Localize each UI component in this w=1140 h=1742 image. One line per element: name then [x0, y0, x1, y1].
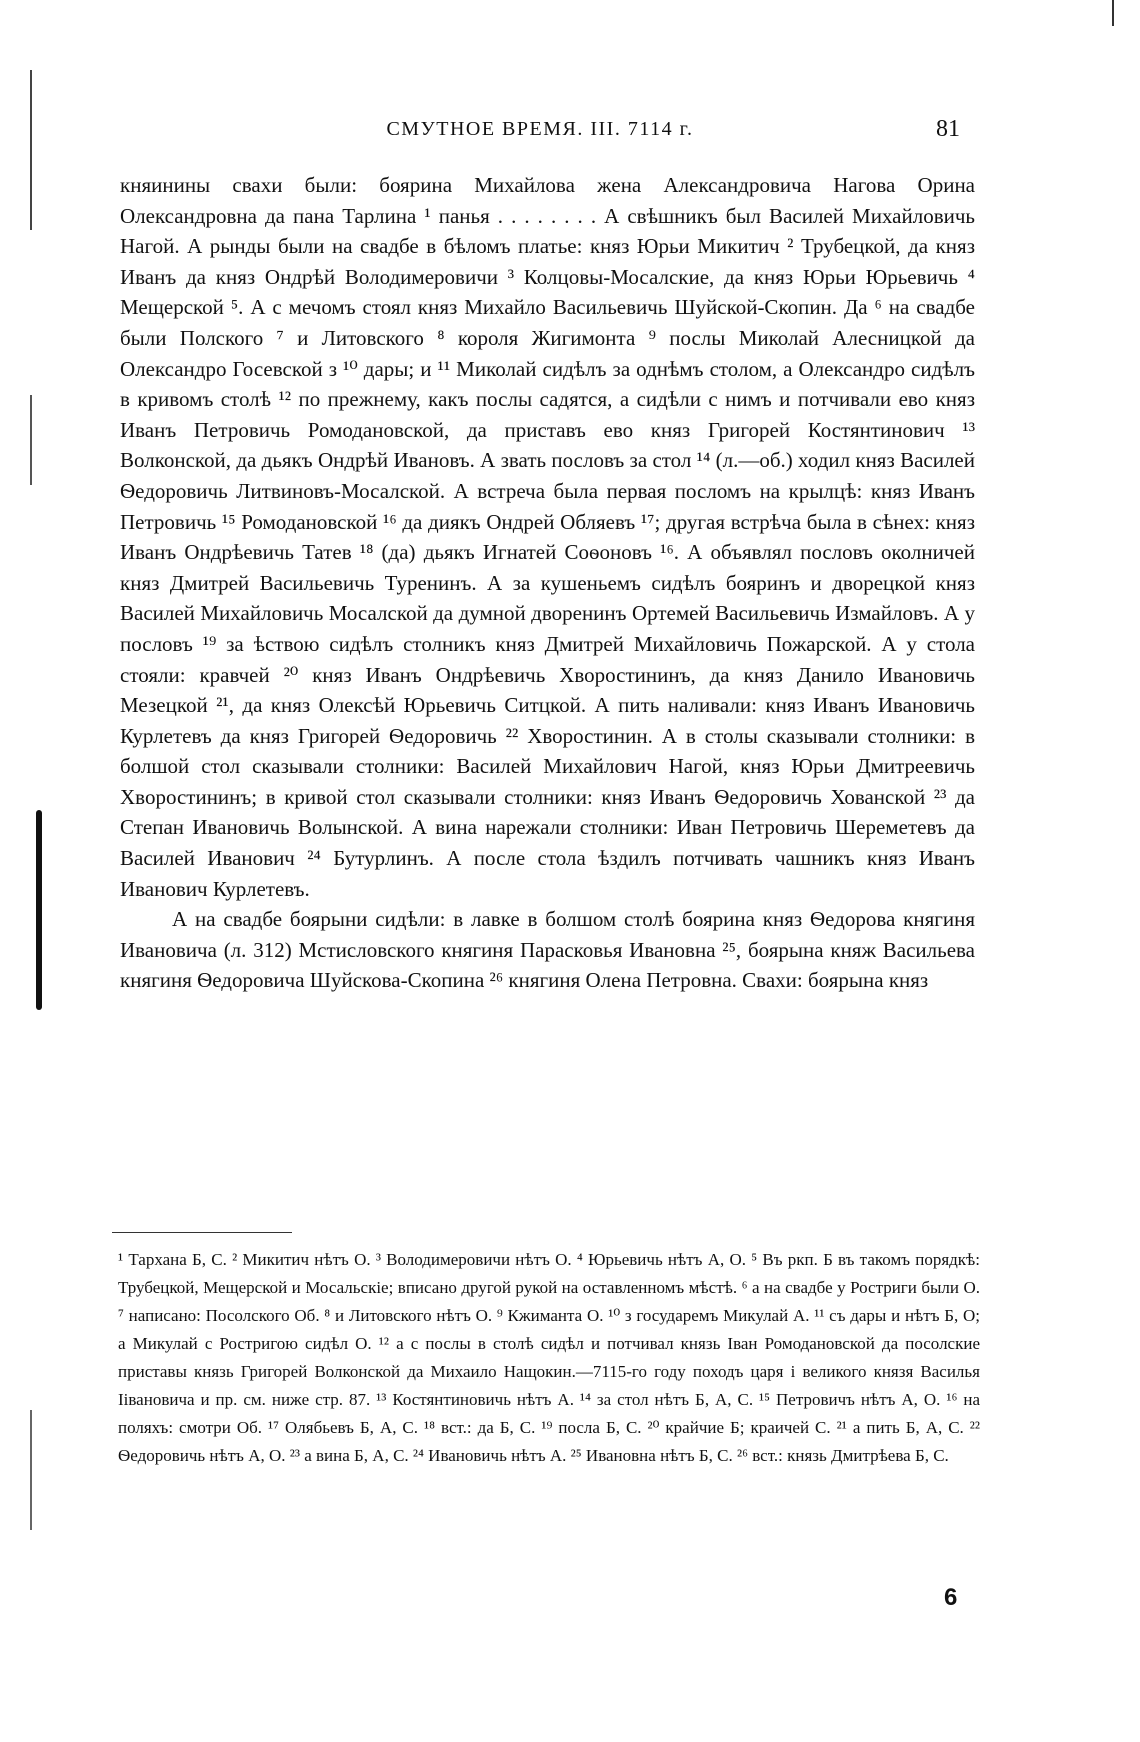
margin-pencil-mark — [36, 810, 42, 1010]
scan-margin-rule — [30, 70, 32, 230]
page-header — [120, 118, 960, 148]
scan-margin-rule — [30, 395, 32, 485]
scan-margin-rule — [30, 1410, 32, 1530]
footnote-text: ¹ Тархана Б, С. ² Микитич нѣтъ О. ³ Володимеровичи нѣтъ О. ⁴ Юрьевичь нѣтъ А, О. ⁵ Въ ркп. Б въ такомъ порядкѣ: Трубецкой, Мещерской и Мосальскіе; вписано другой рукой на оставленномъ мѣстѣ. ⁶ а на свадбе у Ростриги были О. ⁷ написано: Посолского Об. ⁸ и Литовского нѣтъ О. ⁹ Кжиманта О. ¹⁰ з государемъ Микулай А. ¹¹ съ дары и нѣтъ Б, О; а Микулай с Ростригою сидѣл О. ¹² а с послы в столѣ сидѣл и потчивал князь Іван Ромодановской да посолские приставы князь Григорей Волконской да Михаило Нащокин.—7115-го году походъ царя і великого князя Василья Іівановича и пр. см. ниже стр. 87. ¹³ Костянтиновичь нѣтъ А. ¹⁴ за стол нѣтъ Б, А, С. ¹⁵ Петровичъ нѣтъ А, О. ¹⁶ на поляхъ: смотри Об. ¹⁷ Олябьевъ Б, А, С. ¹⁸ вст.: да Б, С. ¹⁹ посла Б, С. ²⁰ крайчие Б; краичей С. ²¹ а пить Б, А, С. ²² Ѳедоровичь нѣтъ А, О. ²³ а вина Б, А, С. ²⁴ Ивановичь нѣтъ А. ²⁵ Ивановна нѣтъ Б, С. ²⁶ вст.: князь Дмитрѣева Б, С. — [118, 1250, 980, 1465]
signature-mark: 6 — [944, 1584, 958, 1611]
main-text — [120, 170, 975, 996]
scan-edge-rule — [1112, 0, 1114, 26]
footnote-separator — [112, 1232, 292, 1233]
footnotes — [118, 1246, 980, 1470]
paragraph: А на свадбе боярыни сидѣли: в лавке в болшом столѣ боярина княз Ѳедорова княгиня Ивановича (л. 312) Мстисловского княгиня Парасковья Ивановна ²⁵, боярына княж Васильева княгиня Ѳедоровича Шуйскова-Скопина ²⁶ княгиня Олена Петровна. Свахи: боярына княз — [120, 907, 975, 993]
running-title: СМУТНОЕ ВРЕМЯ. III. 7114 г. — [386, 118, 694, 140]
paragraph: княинины свахи были: боярина Михайлова жена Александровича Нагова Орина Олександровна да пана Тарлина ¹ панья . . . . . . . . А свѣшникъ был Василей Михайловичь Нагой. А рынды были на свадбе в бѣломъ платье: княз Юрьи Микитич ² Трубецкой, да княз Иванъ да княз Ондрѣй Володимеровичи ³ Колцовы-Мосалские, да княз Юрьи Юрьевичь ⁴ Мещерской ⁵. А с мечомъ стоял княз Михайло Васильевичь Шуйской-Скопин. Да ⁶ на свадбе были Полского ⁷ и Литовского ⁸ короля Жигимонта ⁹ послы Миколай Алесницкой да Олександро Госевской з ¹⁰ дары; и ¹¹ Миколай сидѣлъ за однѣмъ столом, а Олександро сидѣлъ в кривомъ столѣ ¹² по прежнему, какъ послы садятся, а сидѣли с нимъ и потчивали ево княз Иванъ Петровичь Ромодановской, да приставъ ево княз Григорей Костянтинович ¹³ Волконской, да дьякъ Ондрѣй Ивановъ. А звать пословъ за стол ¹⁴ (л.—об.) ходил княз Василей Ѳедоровичь Литвиновъ-Мосалской. А встреча была первая посломъ на крылцѣ: княз Иванъ Петровичь ¹⁵ Ромодановской ¹⁶ да диякъ Ондрей Обляевъ ¹⁷; другая встрѣча была в сѣнех: княз Иванъ Ондрѣевичь Татев ¹⁸ (да) дьякъ Игнатей Соѳоновъ ¹⁶. А объявлял пословъ околничей княз Дмитрей Васильевичь Туренинъ. А за кушеньемъ сидѣлъ бояринъ и дворецкой княз Василей Михайловичь Мосалской да думной дворенинъ Ортемей Васильевичь Измайловъ. А у пословъ ¹⁹ за ѣствою сидѣлъ столникъ княз Дмитрей Михайловичь Пожарской. А у стола стояли: кравчей ²⁰ княз Иванъ Ондрѣевичь Хворостининъ, да княз Данило Ивановичь Мезецкой ²¹, да княз Олексѣй Юрьевичь Ситцкой. А пить наливали: княз Иванъ Ивановичь Курлетевъ да княз Григорей Ѳедоровичь ²² Хворостинин. А в столы сказывали столники: в болшой стол сказывали столники: Василей Михайлович Нагой, княз Юрьи Дмитреевичь Хворостининъ; в кривой стол сказывали столники: княз Иванъ Ѳедоровичь Хованской ²³ да Степан Ивановичь Волынской. А вина нарежали столники: Иван Петровичь Шереметевъ да Василей Иванович ²⁴ Бутурлинъ. А после стола ѣздилъ потчивать чашникъ княз Иванъ Иванович Курлетевъ. — [120, 173, 975, 901]
page-number: 81 — [936, 116, 960, 142]
